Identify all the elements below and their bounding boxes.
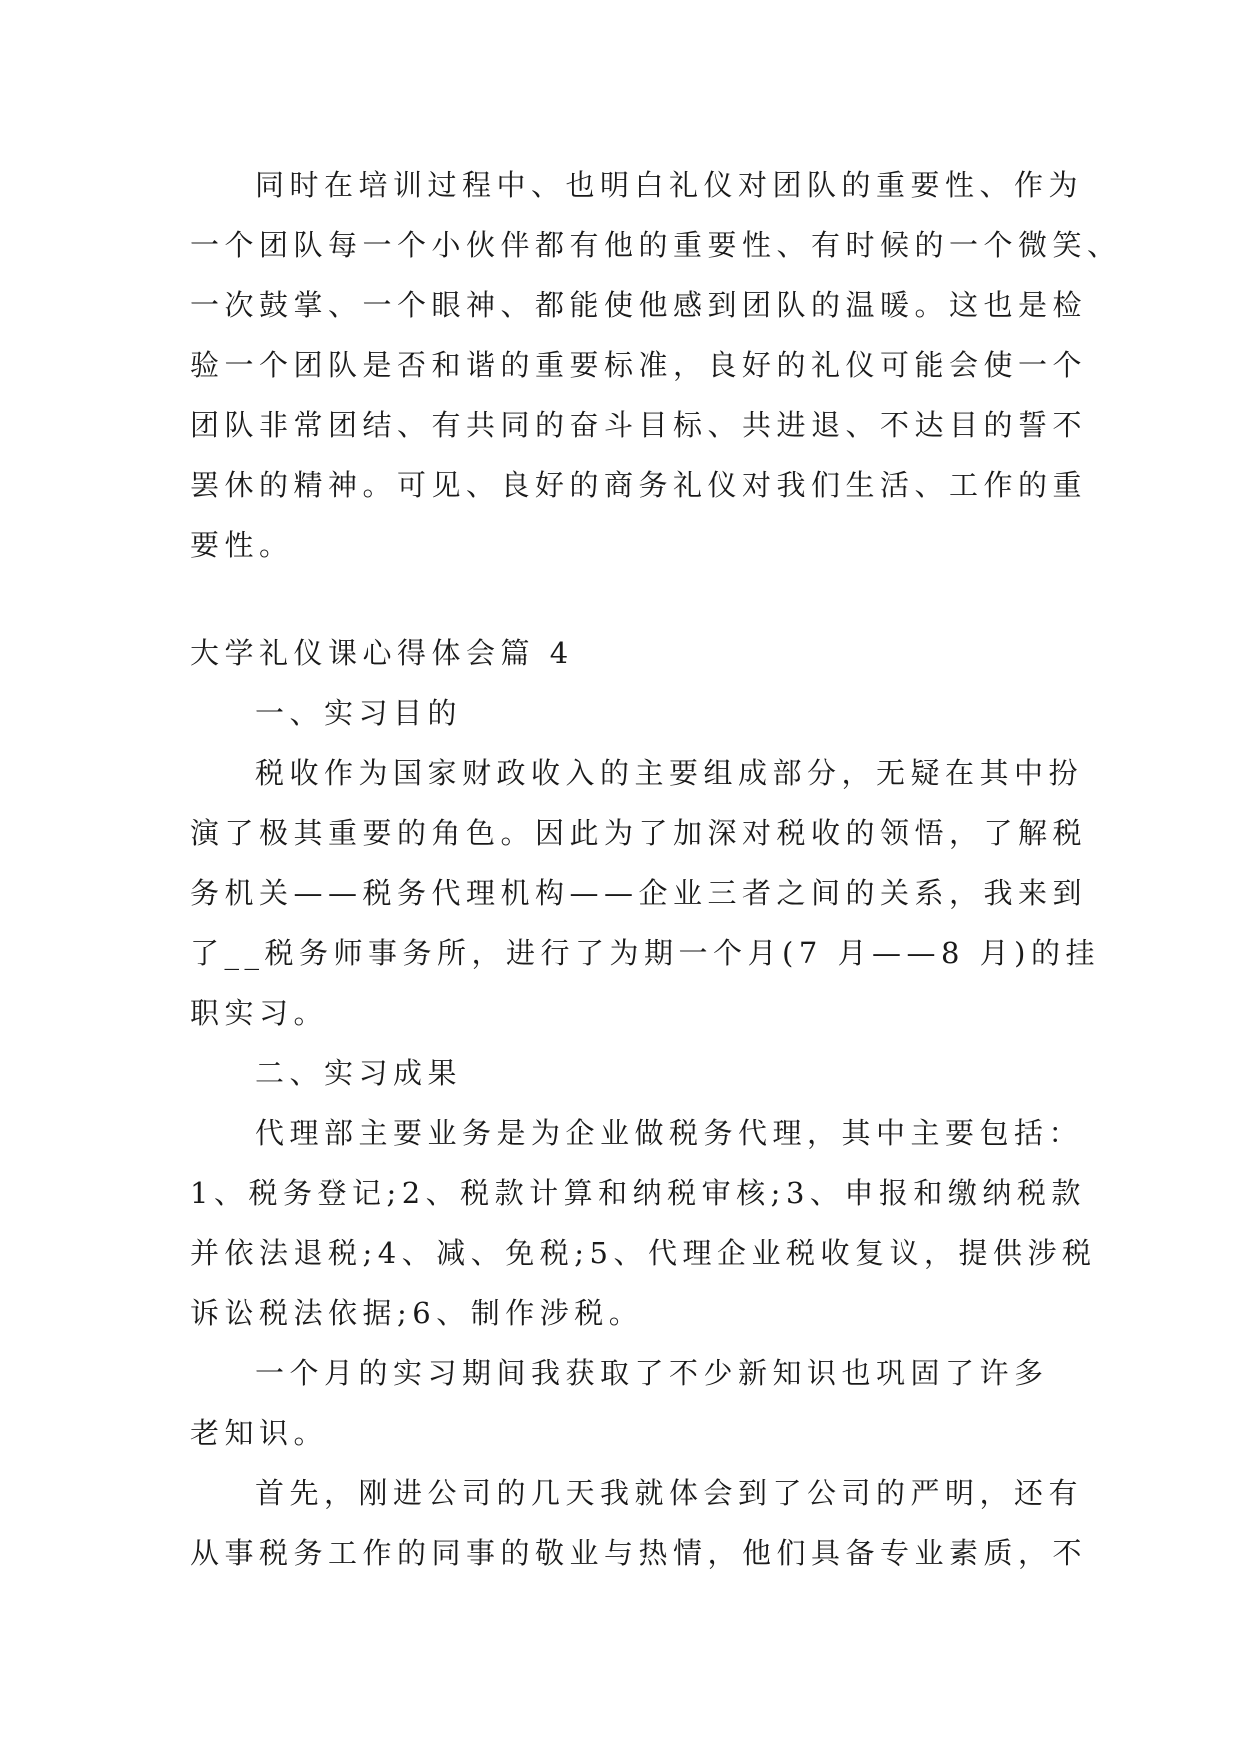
paragraph-line: 首先，刚进公司的几天我就体会到了公司的严明，还有 [255,1476,1084,1510]
subheading: 一、实习目的 [255,696,463,730]
paragraph-line: 演了极其重要的角色。因此为了加深对税收的领悟，了解税 [190,816,1088,850]
subheading: 二、实习成果 [255,1056,463,1090]
paragraph-line: 代理部主要业务是为企业做税务代理，其中主要包括： [255,1116,1084,1150]
paragraph-line: 一个月的实习期间我获取了不少新知识也巩固了许多 [255,1356,1049,1390]
paragraph-line: 老知识。 [190,1416,329,1450]
paragraph-line: 罢休的精神。可见、良好的商务礼仪对我们生活、工作的重 [190,468,1088,502]
paragraph-line: 了__税务师事务所，进行了为期一个月(7 月——8 月)的挂 [190,936,1100,970]
paragraph-line: 1、税务登记;2、税款计算和纳税审核;3、申报和缴纳税款 [190,1176,1086,1210]
paragraph-line: 税收作为国家财政收入的主要组成部分，无疑在其中扮 [255,756,1084,790]
paragraph-line: 一次鼓掌、一个眼神、都能使他感到团队的温暖。这也是检 [190,288,1088,322]
paragraph-line: 务机关——税务代理机构——企业三者之间的关系，我来到 [190,876,1088,910]
paragraph-line: 诉讼税法依据;6、制作涉税。 [190,1296,644,1330]
paragraph-line: 验一个团队是否和谐的重要标准，良好的礼仪可能会使一个 [190,348,1088,382]
paragraph-line: 团队非常团结、有共同的奋斗目标、共进退、不达目的誓不 [190,408,1088,442]
paragraph-line: 职实习。 [190,996,329,1030]
paragraph-line: 同时在培训过程中、也明白礼仪对团队的重要性、作为 [255,168,1084,202]
paragraph-line: 并依法退税;4、减、免税;5、代理企业税收复议，提供涉税 [190,1236,1097,1270]
section-heading: 大学礼仪课心得体会篇 4 [190,636,574,670]
paragraph-line: 一个团队每一个小伙伴都有他的重要性、有时候的一个微笑、 [190,228,1122,262]
paragraph-line: 从事税务工作的同事的敬业与热情，他们具备专业素质，不 [190,1536,1088,1570]
paragraph-line: 要性。 [190,528,294,562]
